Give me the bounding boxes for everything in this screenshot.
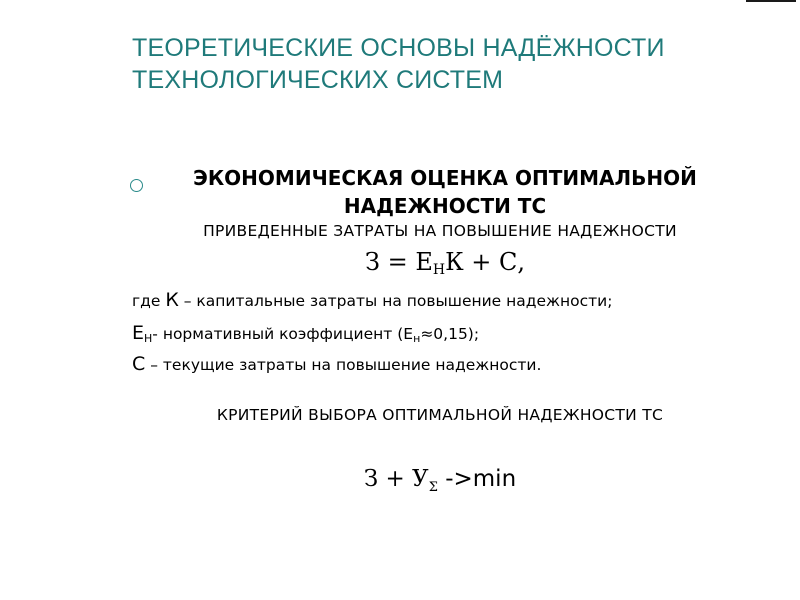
slide-title [132,32,752,96]
section-heading-line-1: ЭКОНОМИЧЕСКАЯ ОЦЕНКА ОПТИМАЛЬНОЙ [193,166,697,190]
definition-en-text-2: ≈0,15); [420,325,480,343]
criterion-formula [150,466,730,495]
definition-en-symbol: Е [132,322,145,344]
slide-title-line-1: ТЕОРЕТИЧЕСКИЕ ОСНОВЫ НАДЁЖНОСТИ [132,34,665,62]
criterion-heading: КРИТЕРИЙ ВЫБОРА ОПТИМАЛЬНОЙ НАДЕЖНОСТИ ТС [216,406,664,424]
criterion-formula-lhs: З + У [363,466,429,492]
definition-k [132,289,772,311]
criterion-formula-subscript: Σ [428,480,438,495]
criterion-formula-rhs: ->min [437,466,517,492]
top-right-rule [746,0,796,2]
definition-k-prefix: где [132,292,166,310]
section-heading [150,164,740,220]
slide-title-line-2: ТЕХНОЛОГИЧЕСКИХ СИСТЕМ [132,66,504,94]
reduced-costs-formula [150,248,740,278]
formula-lhs: З = Е [365,248,433,276]
reduced-costs-subheading: ПРИВЕДЕННЫЕ ЗАТРАТЫ НА ПОВЫШЕНИЕ НАДЕЖНОСТИ [203,222,677,240]
definition-en-subscript-2: н [413,332,421,345]
definition-en-subscript: Н [144,332,153,345]
definition-c [132,353,772,375]
definition-k-symbol: К [165,289,179,311]
definition-c-text: – текущие затраты на повышение надежности. [145,356,542,374]
circle-bullet-icon [130,179,143,192]
formula-rhs: К + С, [445,248,525,276]
section-heading-line-2: НАДЕЖНОСТИ ТС [343,194,547,218]
definition-c-symbol: С [132,353,146,375]
definition-k-text: – капитальные затраты на повышение надежности; [178,292,613,310]
definition-en-text: - нормативный коэффициент (Е [152,325,414,343]
definition-en [132,322,772,345]
formula-subscript: Н [432,262,446,278]
